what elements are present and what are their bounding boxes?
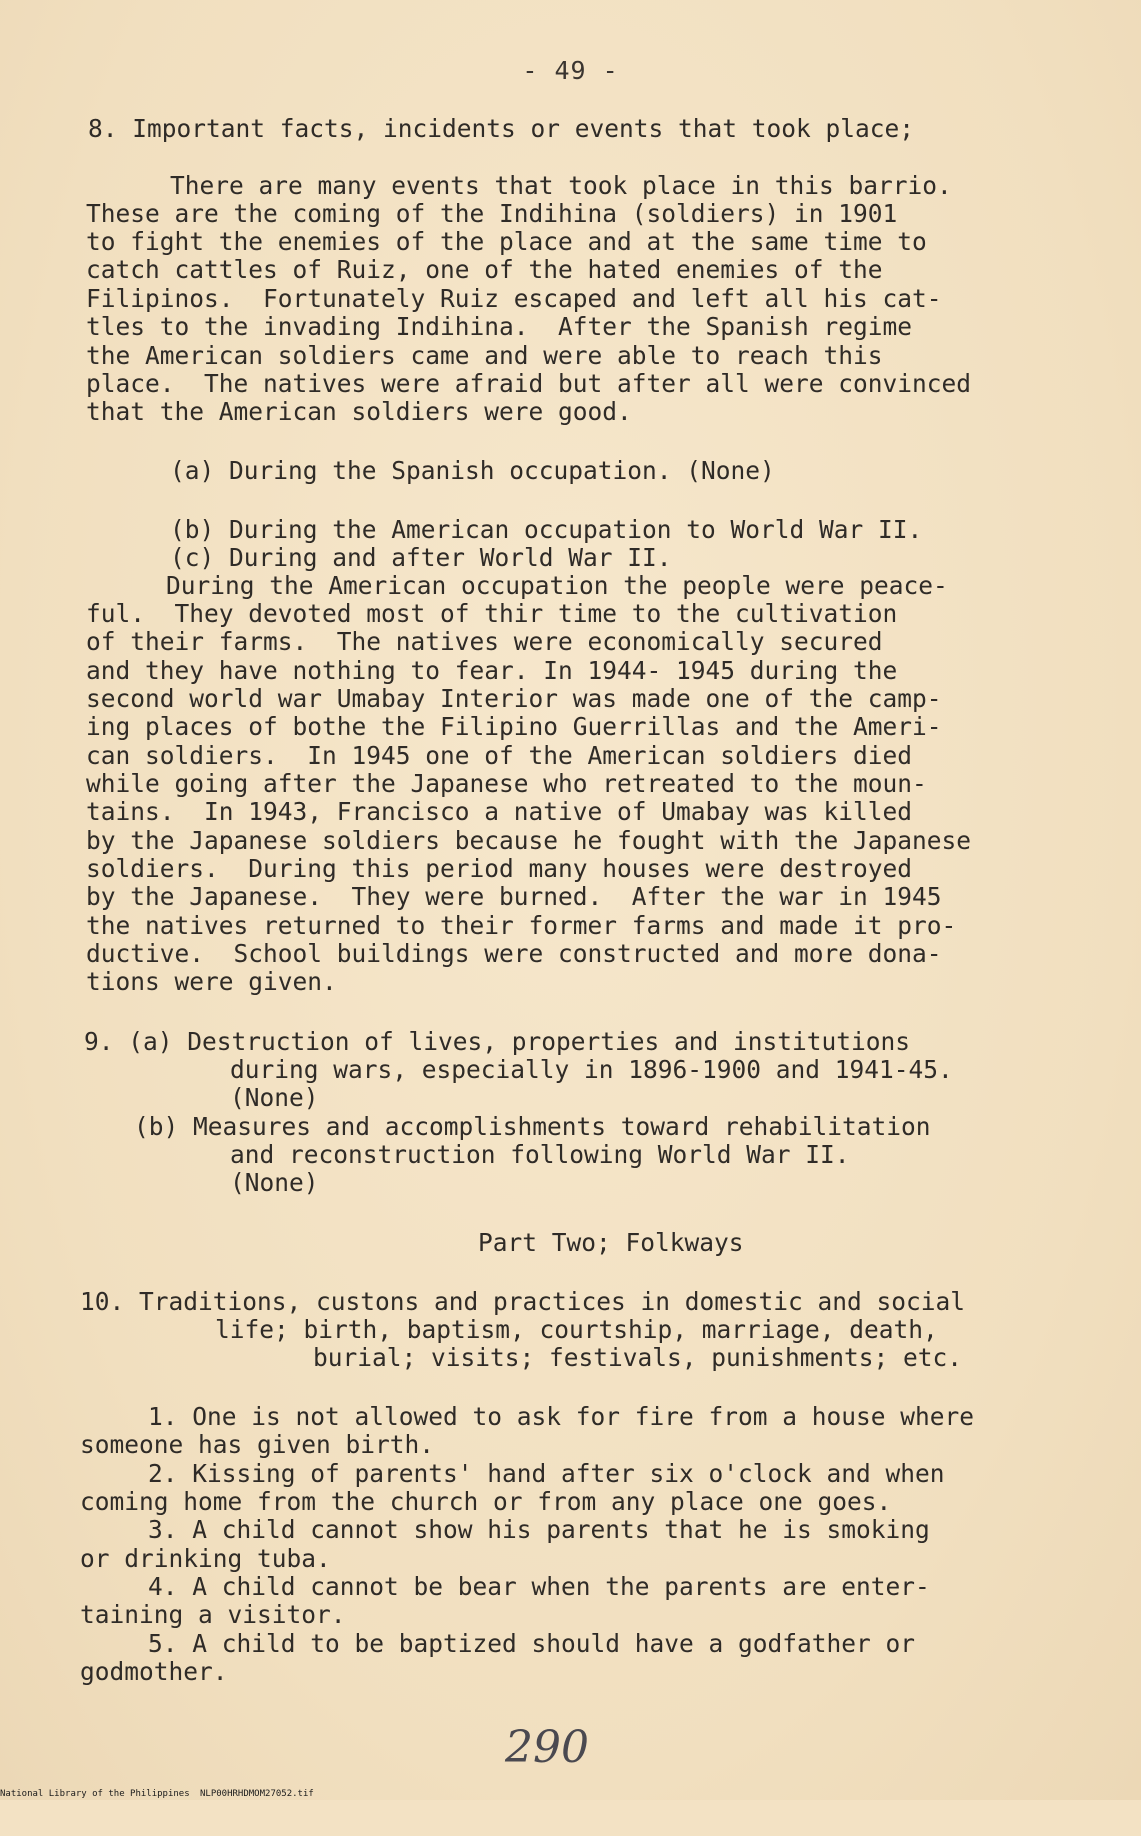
text-line: tions were given. [86,967,337,996]
footer-file-name: NLP00HRHDMOM27052.tif [200,1789,314,1799]
text-line: of their farms. The natives were economically secured [86,627,883,656]
text-line: (b) Measures and accomplishments toward rehabilitation [134,1112,931,1141]
section-heading: Part Two; Folkways [478,1228,744,1257]
text-line: someone has given birth. [80,1430,435,1459]
text-line: (None) [230,1083,319,1112]
text-line: taining a visitor. [80,1600,346,1629]
text-line: ful. They devoted most of thir time to the cultivation [86,599,898,628]
text-line: by the Japanese. They were burned. After the war in 1945 [86,882,942,911]
text-line: soldiers. During this period many houses were destroyed [86,854,913,883]
text-line: second world war Umabay Interior was made one of the camp- [86,684,942,713]
handwritten-page-number: 290 [505,1722,589,1773]
scan-footer [0,1788,1141,1800]
text-line: godmother. [80,1657,228,1686]
text-line: 8. Important facts, incidents or events that took place; [88,114,915,143]
text-line: (None) [230,1168,319,1197]
text-line: that the American soldiers were good. [86,397,632,426]
text-line: There are many events that took place in this barrio. [170,171,952,200]
text-line: coming home from the church or from any place one goes. [80,1487,892,1516]
text-line: or drinking tuba. [80,1544,331,1573]
text-line: and reconstruction following World War II. [230,1140,850,1169]
text-line: 9. (a) Destruction of lives, properties and institutions [84,1027,911,1056]
text-line: place. The natives were afraid but after all were convinced [86,369,972,398]
text-line: burial; visits; festivals, punishments; etc. [313,1343,963,1372]
text-line: 10. Traditions, custons and practices in domestic and social [80,1287,966,1316]
text-line: can soldiers. In 1945 one of the American soldiers died [86,741,913,770]
text-line: During the American occupation the people were peace- [166,571,948,600]
text-line: catch cattles of Ruiz, one of the hated enemies of the [86,255,883,284]
text-line: ing places of bothe the Filipino Guerrillas and the Ameri- [86,712,942,741]
page-number: - 49 - [522,56,619,85]
text-line: 2. Kissing of parents' hand after six o'clock and when [148,1459,945,1488]
text-line: the natives returned to their former farms and made it pro- [86,911,957,940]
text-line: 3. A child cannot show his parents that he is smoking [148,1515,930,1544]
text-line: tles to the invading Indihina. After the Spanish regime [86,312,913,341]
text-line: These are the coming of the Indihina (soldiers) in 1901 [86,199,898,228]
text-line: (b) During the American occupation to World War II. [170,515,923,544]
text-line: 1. One is not allowed to ask for fire from a house where [148,1402,975,1431]
text-line: 4. A child cannot be bear when the parents are enter- [148,1572,930,1601]
text-line: the American soldiers came and were able to reach this [86,341,883,370]
text-line: ductive. School buildings were constructed and more dona- [86,939,942,968]
text-line: (a) During the Spanish occupation. (None) [170,456,775,485]
text-line: 5. A child to be baptized should have a godfather or [148,1629,916,1658]
text-line: and they have nothing to fear. In 1944- 1945 during the [86,656,898,685]
text-line: Filipinos. Fortunately Ruiz escaped and left all his cat- [86,284,942,313]
text-line: by the Japanese soldiers because he fought with the Japanese [86,826,972,855]
text-line: (c) During and after World War II. [170,543,672,572]
text-line: tains. In 1943, Francisco a native of Umabay was killed [86,797,913,826]
text-line: during wars, especially in 1896-1900 and 1941-45. [230,1055,953,1084]
text-line: to fight the enemies of the place and at the same time to [86,227,927,256]
footer-library-name: National Library of the Philippines [0,1789,190,1799]
text-line: while going after the Japanese who retreated to the moun- [86,769,927,798]
text-line: life; birth, baptism, courtship, marriage, death, [215,1315,938,1344]
